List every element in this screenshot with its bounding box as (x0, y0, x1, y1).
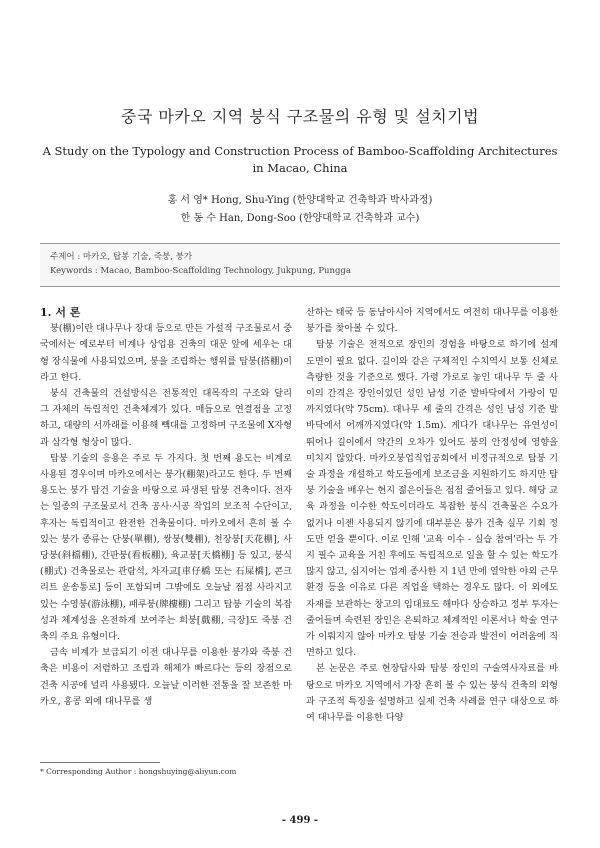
footnote: * Corresponding Author : hongshuying@aliyun.com (40, 767, 237, 776)
page-number: - 499 - (281, 815, 319, 826)
right-column (306, 305, 558, 726)
author-line-2: 한 동 수 Han, Dong-Soo (한양대학교 건축학과 교수) (180, 213, 420, 224)
paper-title-korean: 중국 마카오 지역 붕식 구조물의 유형 및 설치기법 (120, 107, 480, 126)
left-column (40, 305, 292, 710)
body-paragraph: 붕(棚)이란 대나무나 장대 등으로 만든 가설적 구조물로서 중국에서는 예로부터 비계나 상업용 건축의 대문 앞에 세우는 대형 장식물에 사용되었으며, 붕을 조립하는 행위를 탑붕(搭棚)이라고 한다. (40, 323, 292, 383)
body-paragraph: 탑붕 기술은 전적으로 장인의 경험을 바탕으로 하기에 설계 도면이 필요 없다. 길이와 같은 구체적인 수치역시 보통 신체로 측량한 것을 기준으로 했다. 가령 가로로 놓인 대나무 두 줄 사이의 간격은 장인이었던 성인 남성 기준 발바닥에서 가랑이 밑까지였다(약 75cm). 대나무 세 줄의 간격은 성인 남성 기준 발바닥에서 어깨까지였다(약 1.5m). 게다가 대나무는 유연성이 뛰어나 길이에서 약간의 오차가 있어도 붕의 안정성에 영향을 미치지 않았다. 마카오붕업직업공회에서 비정규적으로 탑붕 기술 과정을 개설하고 학도들에게 보조금을 지원하기도 하지만 탑붕 기술을 배우는 현지 젊은이들은 점점 줄어들고 있다. 해당 교육 과정을 이수한 학도이더라도 복잡한 붕식 건축물은 수요가 없거나 이젠 사용되지 않기에 대부분은 붕가 건축 실무 기회 정도만 얻을 뿐이다. 이로 인해 '교육 이수 - 실습 참여'라는 두 가지 필수 교육을 거친 후에도 독립적으로 일을 할 수 있는 학도가 많지 않고, 심지어는 업계 종사한 지 1년 만에 열악한 야외 근무 환경 등을 이유로 다른 직업을 택하는 경우도 많다. 이 외에도 자재를 보관하는 창고의 임대료도 해마다 상승하고 정부 투자는 줄어들며 숙련된 장인은 은퇴하고 체계적인 이론서나 학술 연구가 이뤄지지 않아 마카오 탑붕 기술 전승과 발전이 어려움에 직면하고 있다. (306, 339, 558, 659)
keywords-korean: 주제어 : 마카오, 탑봉 기술, 죽붕, 붕가 (50, 252, 193, 262)
keywords-box (40, 243, 560, 287)
section-heading: 1. 서 론 (40, 306, 81, 319)
body-paragraph: 탑붕 기술의 응용은 주로 두 가지다. 첫 번째 용도는 비계로 사용된 경우이며 마카오에서는 붕가(棚架)라고도 한다. 두 번째 용도는 붕가 탑건 기술을 바탕으로 파생된 탑붕 건축이다. 전자는 일종의 구조물로서 건축 공사·시공 작업의 보조적 수단이고, 후자는 독립적이고 완전한 건축물이다. 마카오에서 흔히 볼 수 있는 붕가 종류는 단붕(單棚), 쌍붕(雙棚), 천장붕[天花棚], 사당붕(斜檔棚), 간판붕(看板棚), 육교붕[天橋棚] 등 있고, 붕식(棚式) 건축물로는 관람석, 차자교[車仔橋 또는 石屎橋], 콘크리트 운송통로] 등이 포함되며 그밖에도 오늘날 점점 사라지고 있는 수영붕(游泳棚), 패루붕(牌樓棚) 그리고 탑붕 기술의 복잡성과 체계성을 온전하게 보여주는 희붕[戲棚, 극장]도 죽붕 건축의 주요 유형이다. (40, 452, 292, 643)
body-paragraph: 산하는 태국 등 동남아시아 지역에서도 여전히 대나무를 이용한 붕가를 찾아볼 수 있다. (306, 307, 558, 335)
paper-title-english: A Study on the Typology and Construction Process of Bamboo-Scaffolding Architectures in Macao, China (42, 144, 558, 175)
keywords-english: Keywords : Macao, Bamboo-Scaffolding Technology, Jukpung, Pungga (50, 266, 351, 276)
body-paragraph: 금속 비계가 보급되기 이전 대나무를 이용한 붕가와 죽붕 건축은 비용이 저렴하고 조립과 해체가 빠르다는 등의 장점으로 건축 시공에 널리 사용됐다. 오늘날 이러한 전통을 잘 보존한 마카오, 홍콩 외에 대나무를 생 (40, 647, 292, 707)
footnote-divider (40, 762, 160, 763)
body-paragraph: 본 논문은 주로 현장답사와 탑붕 장인의 구술역사자료를 바탕으로 마카오 지역에서 가장 흔히 볼 수 있는 붕식 건축의 외형과 구조적 특징을 설명하고 실제 건축 사례를 연구 대상으로 하여 대나무를 이용한 다양 (306, 663, 558, 724)
author-line-1: 홍 서 영* Hong, Shu-Ying (한양대학교 건축학과 박사과정) (167, 195, 433, 206)
body-paragraph: 붕식 건축물의 건설방식은 전통적인 대목작의 구조와 달리 그 자체의 독립적인 건축체계가 있다. 매듭으로 연결점을 고정하고, 대량의 서까래를 이용해 빽대를 고정하며 구조물에 X자형과 삼각형 형상이 많다. (40, 388, 292, 448)
